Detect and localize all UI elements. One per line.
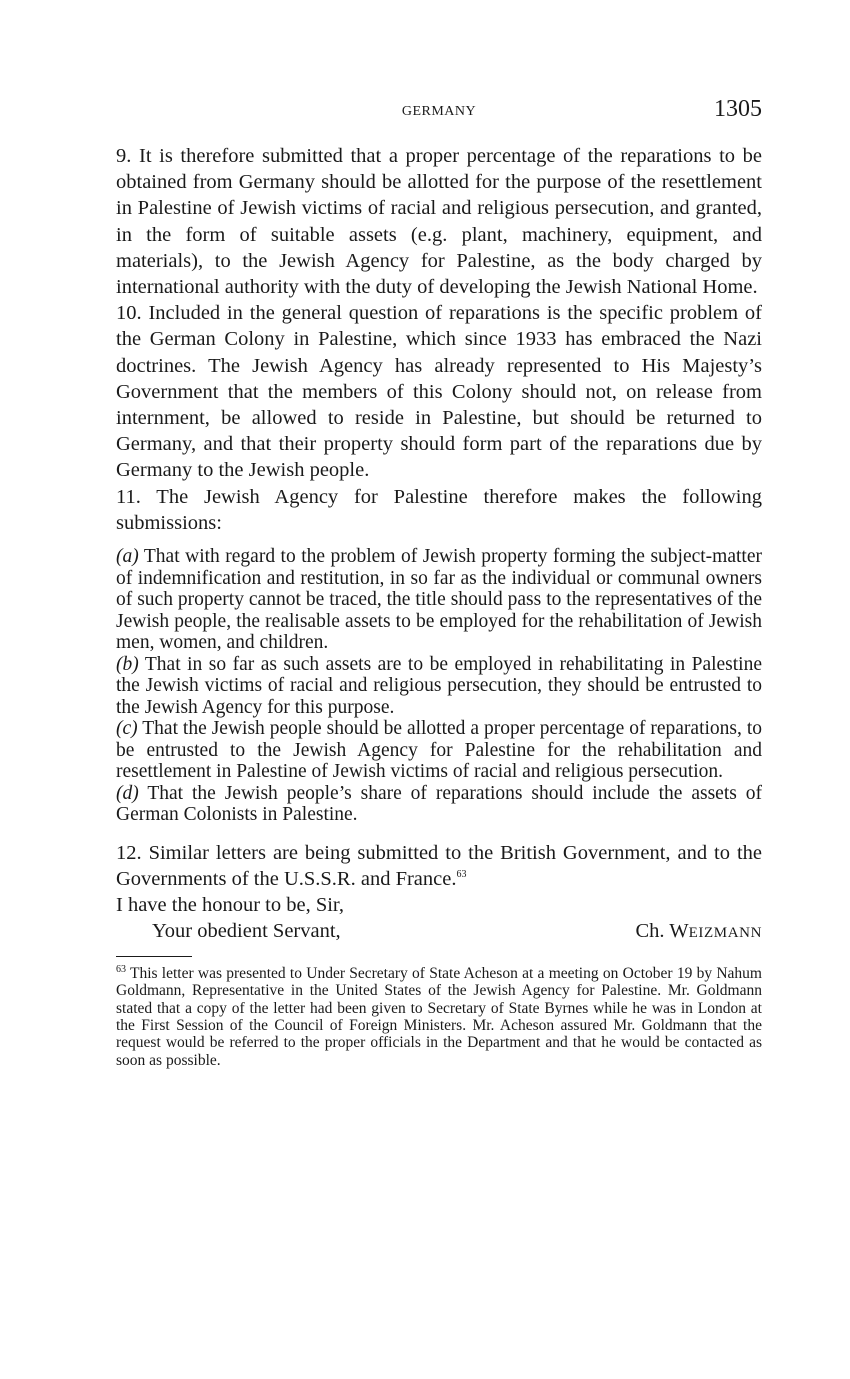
submissions-list <box>116 546 762 826</box>
salutation: I have the honour to be, Sir, <box>116 893 345 916</box>
paragraph-12 <box>116 840 762 892</box>
submission-text: That the Jewish people should be allotted a proper percentage of reparations, to be entrusted to the Jewish Agency for Palestine for the rehabilitation and resettlement in Palestine of Jewish victims of racial and religious persecution. <box>116 718 762 783</box>
footnote-divider <box>116 956 192 957</box>
paragraph-11 <box>116 484 762 536</box>
page-number: 1305 <box>714 96 762 122</box>
submission-b <box>116 654 762 719</box>
paragraph-12-text: 12. Similar letters are being submitted to the British Government, and to the Governments of the U.S.S.R. and France. <box>116 841 762 890</box>
footnote-text: This letter was presented to Under Secretary of State Acheson at a meeting on October 19 by Nahum Goldmann, Representative in the United States of the Jewish Agency for Palestine. Mr. Goldmann stated that a copy of the letter had been given to Secretary of State Byrnes while he was in London at the First Session of the Council of Foreign Ministers. Mr. Acheson assured Mr. Goldmann that the request would be referred to the proper officials in the Department and that he would be contacted as soon as possible. <box>116 965 762 1069</box>
submission-label: (c) <box>116 718 138 740</box>
signature-initial: Ch. W <box>635 920 689 943</box>
submission-text: That in so far as such assets are to be employed in rehabilitating in Palestine the Jewish victims of racial and religious persecution, they should be entrusted to the Jewish Agency for this purpose. <box>116 653 762 718</box>
submission-d <box>116 783 762 826</box>
paragraph-11-text: 11. The Jewish Agency for Palestine therefore makes the following submissions: <box>116 485 762 534</box>
page-header <box>116 96 762 126</box>
signature <box>635 918 762 946</box>
footnote-reference[interactable]: 63 <box>456 868 467 880</box>
paragraph-9 <box>116 143 762 300</box>
submission-text: That the Jewish people’s share of reparations should include the assets of German Colonists in Palestine. <box>116 782 762 826</box>
submission-label: (d) <box>116 782 139 804</box>
servant-line: Your obedient Servant, <box>152 920 341 943</box>
signature-surname: EIZMANN <box>688 925 762 942</box>
document-body <box>116 143 762 1069</box>
submission-text: That with regard to the problem of Jewish property forming the subject-matter of indemnification and restitution, in so far as the individual or communal owners of such property cannot be traced, the title should pass to the representatives of the Jewish people, the realisable assets to be employed for the rehabilitation of Jewish men, women, and children. <box>116 546 762 654</box>
running-head: GERMANY <box>401 104 477 119</box>
footnote-marker: 63 <box>116 964 126 975</box>
paragraph-10-text: 10. Included in the general question of reparations is the specific problem of the German Colony in Palestine, which since 1933 has embraced the Nazi doctrines. The Jewish Agency has already represented to His Majesty’s Government that the members of this Colony should not, on release from internment, be allowed to reside in Palestine, but should be returned to Germany, and that their property should form part of the reparations due by Germany to the Jewish people. <box>116 302 762 482</box>
signature-block <box>116 918 762 944</box>
footnote <box>116 965 762 1069</box>
submission-c <box>116 718 762 783</box>
submission-label: (b) <box>116 653 139 675</box>
paragraph-10 <box>116 300 762 483</box>
submission-a <box>116 546 762 654</box>
submission-label: (a) <box>116 546 139 568</box>
paragraph-9-text: 9. It is therefore submitted that a proper percentage of the reparations to be obtained from Germany should be allotted for the purpose of the resettlement in Palestine of Jewish victims of racial and religious persecution, and granted, in the form of suitable assets (e.g. plant, machinery, equipment, and materials), to the Jewish Agency for Palestine, as the body charged by international authority with the duty of developing the Jewish National Home. <box>116 145 762 299</box>
